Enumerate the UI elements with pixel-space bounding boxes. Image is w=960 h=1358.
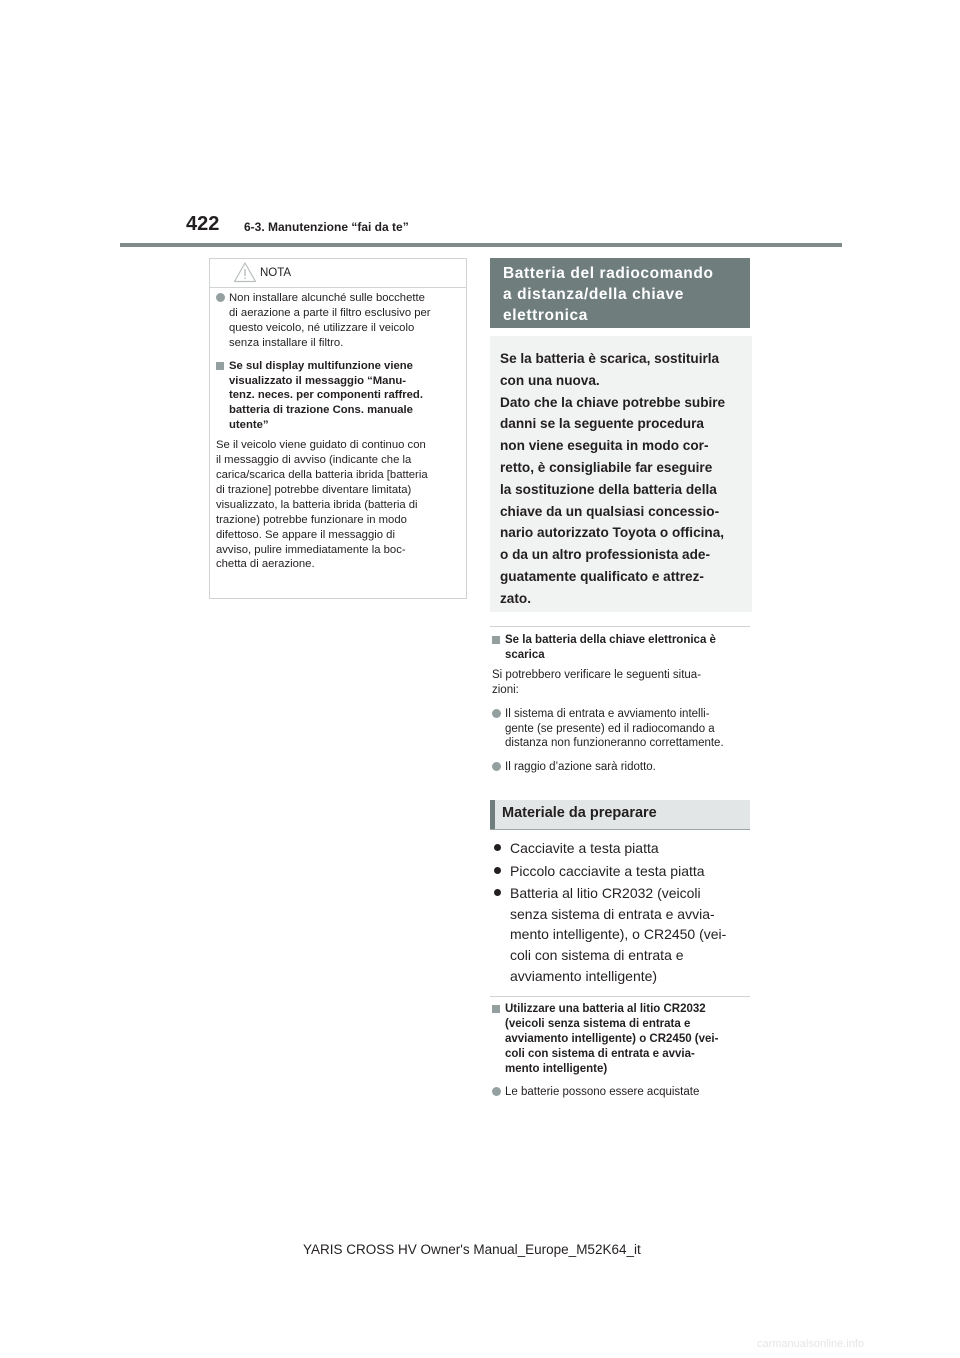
text-line: Piccolo cacciavite a testa piatta [510, 862, 705, 879]
text-line: coli con sistema di entrata e [510, 946, 684, 963]
text-line: gente (se presente) ed il radiocomando a [505, 722, 715, 735]
text-line: Se il veicolo viene guidato di continuo con [216, 439, 426, 452]
text-line: Non installare alcunché sulle bocchette [229, 292, 425, 304]
text-line: Il sistema di entrata e avviamento intelli- [505, 707, 710, 720]
text-line: di trazione] potrebbe diventare limitata) [216, 483, 412, 496]
discharged-bullet-system [492, 707, 750, 752]
bullet-square [492, 1005, 500, 1013]
text-line: coli con sistema di entrata e avvia- [505, 1047, 695, 1060]
page-number: 422 [186, 213, 220, 235]
section-banner [490, 258, 750, 328]
discharged-heading [492, 633, 750, 663]
caution-item-vents [216, 291, 460, 351]
text-line: non viene eseguita in modo cor- [500, 438, 709, 454]
discharged-bullet-range [492, 760, 750, 775]
text-line: mento intelligente) [505, 1062, 608, 1075]
text-line: scarica [505, 648, 545, 661]
text-line: chetta di aerazione. [216, 558, 315, 571]
text-line: Dato che la chiave potrebbe subire [500, 394, 726, 410]
text-line: la sostituzione della batteria della [500, 481, 717, 497]
text-line: carica/scarica della batteria ibrida [batteria [216, 468, 428, 481]
text-line: difettoso. Se appare il messaggio di [216, 528, 395, 541]
discharged-section [492, 633, 750, 775]
text-line: tenz. neces. per componenti raffred. [229, 389, 423, 402]
text-line: mento intelligente), o CR2450 (vei- [510, 926, 727, 943]
caution-item-message-body [216, 438, 460, 572]
watermark: carmanualsonline.info [757, 1338, 865, 1350]
text-line: senza installare il filtro. [229, 336, 344, 349]
text-line: avviamento intelligente) o CR2450 (vei- [505, 1032, 719, 1045]
caution-header [210, 259, 466, 288]
text-line: zioni: [492, 683, 519, 696]
bullet-square [492, 636, 500, 644]
text-line: retto, è consigliabile far eseguire [500, 459, 713, 475]
caution-label: NOTA [260, 267, 292, 279]
materials-heading [490, 800, 750, 830]
bullet-dot [494, 867, 501, 874]
text-line: chiave da un qualsiasi concessio- [500, 503, 720, 519]
divider [490, 626, 750, 627]
text-line: danni se la seguente procedura [500, 416, 704, 432]
text-line: questo veicolo, né utilizzare il veicolo [229, 321, 415, 334]
caution-item-message-heading [216, 359, 460, 434]
bullet-dot [492, 709, 501, 718]
text-line: avviamento intelligente) [510, 967, 658, 984]
text-line: guatamente qualificato e attrez- [500, 568, 704, 584]
text-line: Se la batteria della chiave elettronica è [505, 634, 716, 646]
caution-body [216, 291, 460, 572]
header-rule [120, 243, 842, 247]
discharged-intro [492, 668, 750, 698]
text-line: Cacciavite a testa piatta [510, 840, 659, 856]
banner-title [503, 263, 743, 326]
lithium-bullet [492, 1085, 750, 1100]
text-line: a distanza/della chiave [503, 286, 684, 303]
text-line: o da un altro professionista ade- [500, 547, 710, 563]
bullet-square [216, 362, 224, 370]
text-line: Utilizzare una batteria al litio CR2032 [505, 1003, 706, 1015]
text-line: visualizzato il messaggio “Manu- [229, 374, 407, 387]
warning-triangle-icon [233, 261, 257, 283]
text-line: Le batterie possono essere acquistate [505, 1085, 700, 1098]
intro-panel [490, 336, 752, 612]
heading-underline [490, 829, 750, 830]
text-line: zato. [500, 590, 531, 606]
text-line: trazione) potrebbe funzionare in modo [216, 513, 407, 526]
materials-item [494, 861, 754, 882]
text-line: Batteria al litio CR2032 (veicoli [510, 885, 701, 902]
text-line: Il raggio d’azione sarà ridotto. [505, 761, 656, 774]
intro-text [500, 348, 746, 610]
text-line: distanza non funzioneranno correttamente. [505, 737, 724, 750]
text-line: con una nuova. [500, 372, 600, 388]
materials-list [494, 838, 754, 986]
bullet-dot [494, 844, 501, 851]
text-line: senza sistema di entrata e avvia- [510, 905, 715, 922]
bullet-dot [216, 293, 225, 302]
lithium-section [492, 1002, 750, 1099]
lithium-heading [492, 1002, 750, 1077]
text-line: Se sul display multifunzione viene [229, 359, 413, 372]
materials-heading-text: Materiale da preparare [502, 805, 657, 821]
bullet-dot [492, 762, 501, 771]
bullet-dot [492, 1087, 501, 1096]
caution-box [209, 258, 467, 599]
text-line: batteria di trazione Cons. manuale [229, 404, 413, 417]
text-line: avviso, pulire immediatamente la boc- [216, 543, 406, 556]
text-line: elettronica [503, 307, 588, 324]
materials-item [494, 883, 754, 986]
materials-item [494, 838, 754, 859]
text-line: il messaggio di avviso (indicante che la [216, 454, 412, 467]
text-line: Se la batteria è scarica, sostituirla [500, 351, 720, 366]
section-title: 6-3. Manutenzione “fai da te” [244, 220, 409, 234]
page-footer: YARIS CROSS HV Owner's Manual_Europe_M52K64_it [303, 1242, 641, 1257]
text-line: utente” [229, 419, 269, 432]
text-line: di aerazione a parte il filtro esclusivo per [229, 306, 431, 319]
text-line: Si potrebbero verificare le seguenti situa- [492, 668, 702, 681]
text-line: (veicoli senza sistema di entrata e [505, 1017, 691, 1030]
text-line: visualizzato, la batteria ibrida (batteria di [216, 498, 418, 511]
text-line: nario autorizzato Toyota o officina, [500, 525, 725, 541]
bullet-dot [494, 889, 501, 896]
heading-accent-bar [490, 800, 495, 830]
text-line: Batteria del radiocomando [503, 265, 714, 282]
divider [490, 996, 750, 997]
